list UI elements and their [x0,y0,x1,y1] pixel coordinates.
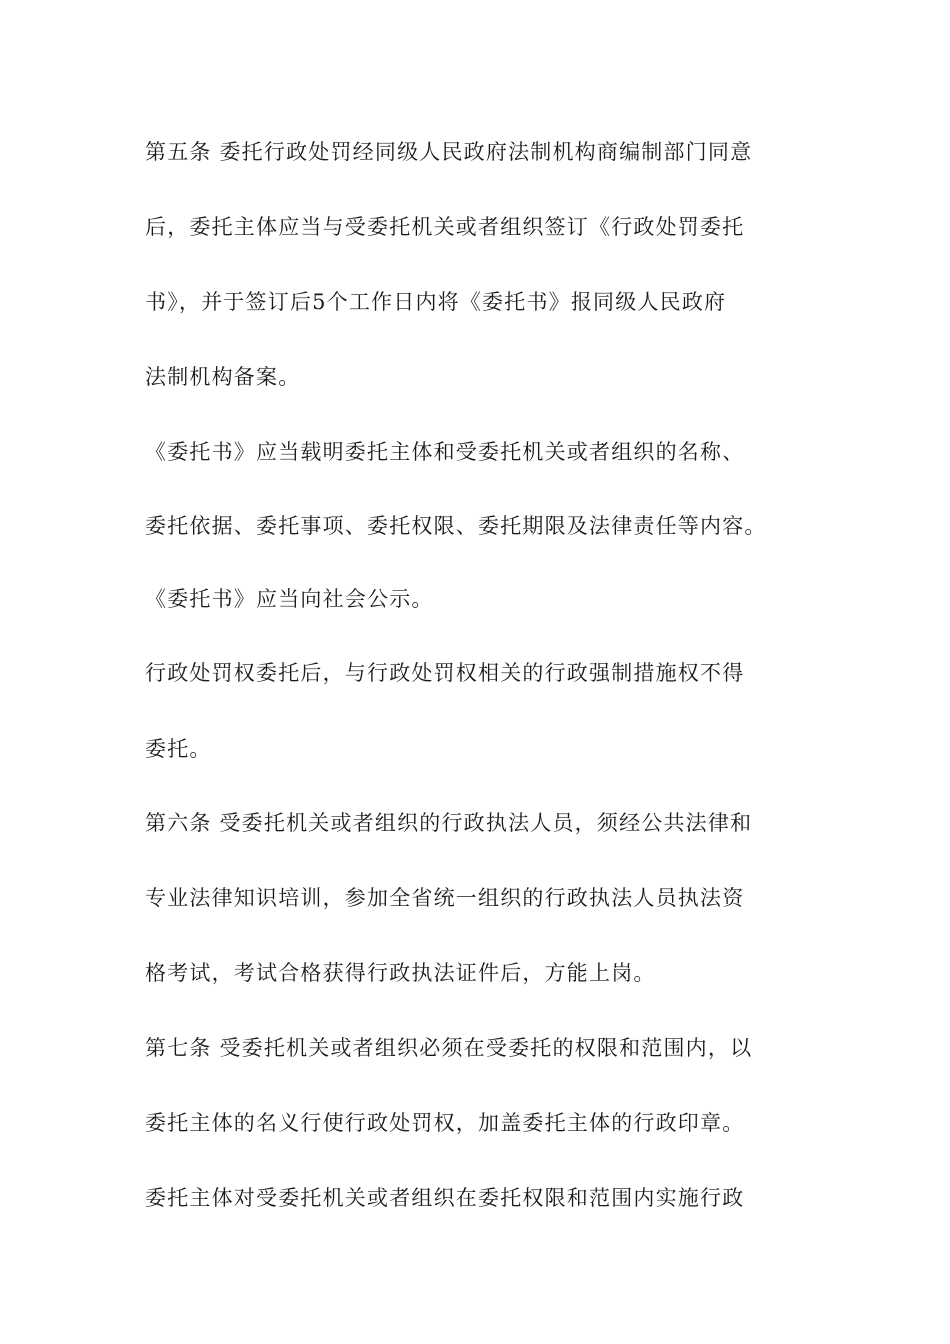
text-line: 《委托书》应当向社会公示。 [145,587,434,611]
text-line: 委托主体的名义行使行政处罚权，加盖委托主体的行政印章。 [145,1111,745,1135]
text-line: 书》，并于签订后5个工作日内将《委托书》报同级人民政府 [145,290,727,314]
text-line: 格考试，考试合格获得行政执法证件后，方能上岗。 [145,961,656,985]
text-line: 委托依据、委托事项、委托权限、委托期限及法律责任等内容。 [145,514,767,538]
text-line: 第七条 受委托机关或者组织必须在受委托的权限和范围内，以 [145,1036,753,1060]
text-line: 《委托书》应当载明委托主体和受委托机关或者组织的名称、 [145,440,745,464]
text-line: 第五条 委托行政处罚经同级人民政府法制机构商编制部门同意 [145,140,753,164]
text-line: 委托。 [145,737,212,761]
text-line: 专业法律知识培训，参加全省统一组织的行政执法人员执法资 [145,886,745,910]
text-line: 行政处罚权委托后，与行政处罚权相关的行政强制措施权不得 [145,661,745,685]
text-line: 后，委托主体应当与受委托机关或者组织签订《行政处罚委托 [145,215,745,239]
text-line: 第六条 受委托机关或者组织的行政执法人员，须经公共法律和 [145,811,753,835]
text-line: 委托主体对受委托机关或者组织在委托权限和范围内实施行政 [145,1186,745,1210]
text-line: 法制机构备案。 [145,365,301,389]
